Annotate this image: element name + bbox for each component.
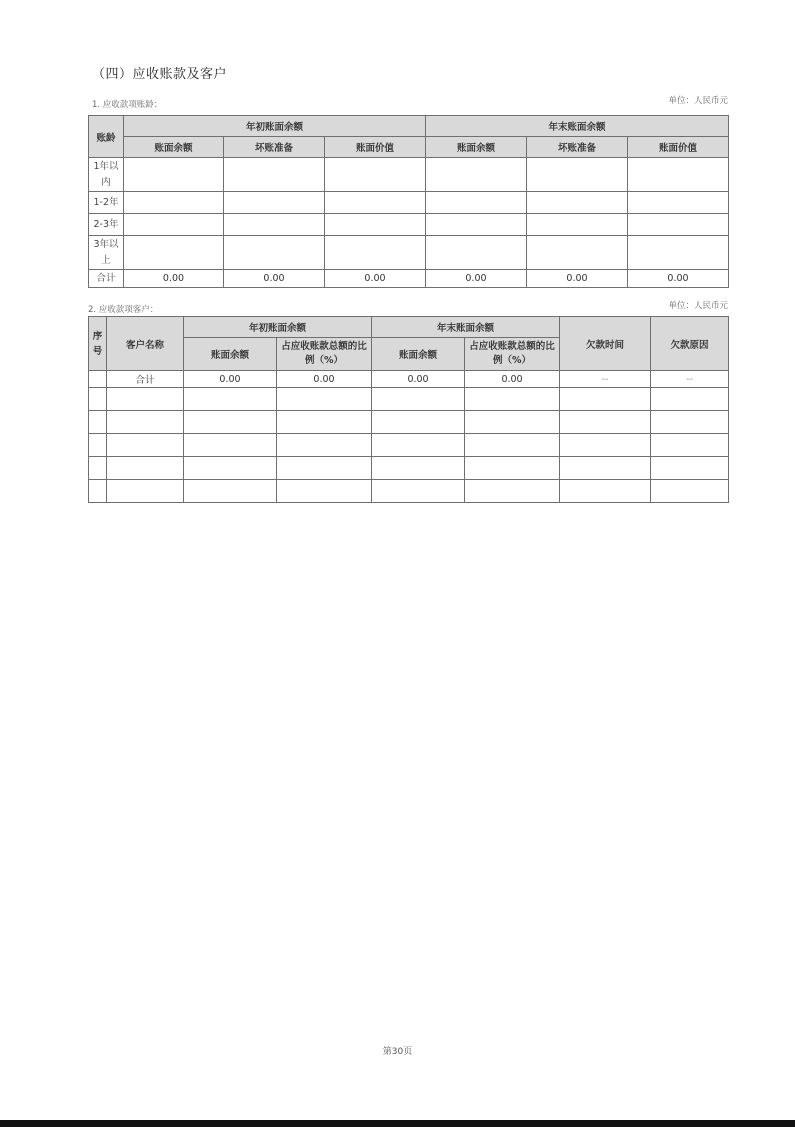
table-cell xyxy=(224,214,325,236)
table-cell: 0.00 xyxy=(184,371,277,388)
header-opening-balance: 年初账面余额 xyxy=(124,116,426,137)
table-cell xyxy=(527,158,628,192)
table-cell xyxy=(628,236,729,270)
aging-table xyxy=(88,115,729,288)
subheader: 账面余额 xyxy=(372,338,465,371)
table-cell xyxy=(107,457,184,480)
subheader: 账面余额 xyxy=(426,137,527,158)
table-row-total xyxy=(89,371,729,388)
table-cell xyxy=(224,158,325,192)
page-number: 第30页 xyxy=(382,1047,413,1057)
table-cell xyxy=(426,236,527,270)
table-cell xyxy=(426,214,527,236)
table-cell xyxy=(465,480,560,503)
customer-table xyxy=(88,316,729,503)
table-cell: 0.00 xyxy=(372,371,465,388)
table-cell xyxy=(124,214,224,236)
table-cell xyxy=(124,158,224,192)
table-cell xyxy=(89,371,107,388)
table-row xyxy=(89,457,729,480)
row-label: 1年以内 xyxy=(89,158,124,192)
table-cell xyxy=(372,411,465,434)
table-cell xyxy=(651,388,729,411)
table-cell xyxy=(184,434,277,457)
header-opening-balance: 年初账面余额 xyxy=(184,317,372,338)
table2-unit: 单位：人民币元 xyxy=(668,301,728,311)
table-row xyxy=(89,158,729,192)
table-row xyxy=(89,236,729,270)
row-label: 1-2年 xyxy=(89,192,124,214)
table-cell xyxy=(325,192,426,214)
table-cell: 合计 xyxy=(107,371,184,388)
table-cell: -- xyxy=(651,371,729,388)
table-cell xyxy=(224,236,325,270)
table-cell xyxy=(184,480,277,503)
subheader: 坏账准备 xyxy=(224,137,325,158)
subheader: 账面价值 xyxy=(628,137,729,158)
table-cell: 0.00 xyxy=(124,270,224,288)
table-cell xyxy=(560,480,651,503)
subheader: 账面余额 xyxy=(124,137,224,158)
table-cell xyxy=(527,236,628,270)
table-cell xyxy=(465,388,560,411)
table-cell xyxy=(184,388,277,411)
table-cell xyxy=(465,434,560,457)
table-cell xyxy=(224,192,325,214)
table-cell xyxy=(89,457,107,480)
table-row xyxy=(89,388,729,411)
subheader: 账面余额 xyxy=(184,338,277,371)
table-cell xyxy=(277,411,372,434)
table-cell xyxy=(89,411,107,434)
table-cell xyxy=(372,457,465,480)
table-cell xyxy=(372,434,465,457)
table-cell xyxy=(124,236,224,270)
table-cell: -- xyxy=(560,371,651,388)
table-cell xyxy=(107,388,184,411)
table-cell xyxy=(651,411,729,434)
table-row xyxy=(89,214,729,236)
table-cell xyxy=(527,214,628,236)
table-cell xyxy=(325,236,426,270)
table-cell: 0.00 xyxy=(426,270,527,288)
table1-caption: 1. 应收款项账龄： xyxy=(92,100,163,110)
table-cell xyxy=(124,192,224,214)
table-cell: 0.00 xyxy=(224,270,325,288)
row-label: 3年以上 xyxy=(89,236,124,270)
table-row-total xyxy=(89,270,729,288)
table-cell xyxy=(628,192,729,214)
table-cell xyxy=(426,158,527,192)
table-cell xyxy=(277,457,372,480)
table-cell xyxy=(628,158,729,192)
table-cell xyxy=(465,457,560,480)
table-row xyxy=(89,192,729,214)
table-cell xyxy=(465,411,560,434)
table-cell xyxy=(277,480,372,503)
table-cell xyxy=(372,480,465,503)
header-closing-balance: 年末账面余额 xyxy=(372,317,560,338)
table-cell xyxy=(651,480,729,503)
header-overdue-time: 欠款时间 xyxy=(560,317,651,371)
header-aging: 账龄 xyxy=(89,116,124,158)
table-cell xyxy=(325,214,426,236)
section-title: （四）应收账款及客户 xyxy=(92,67,228,82)
table-row xyxy=(89,434,729,457)
table-cell xyxy=(628,214,729,236)
table-cell xyxy=(107,480,184,503)
row-label: 2-3年 xyxy=(89,214,124,236)
table-cell xyxy=(560,434,651,457)
scan-edge xyxy=(0,1120,795,1127)
table-cell xyxy=(277,434,372,457)
table-cell xyxy=(426,192,527,214)
header-overdue-reason: 欠款原因 xyxy=(651,317,729,371)
table-cell xyxy=(184,411,277,434)
subheader: 账面价值 xyxy=(325,137,426,158)
table-cell xyxy=(89,388,107,411)
table-cell xyxy=(184,457,277,480)
table-cell: 0.00 xyxy=(527,270,628,288)
table-cell xyxy=(325,158,426,192)
table-cell xyxy=(560,388,651,411)
table-cell xyxy=(651,457,729,480)
table-cell xyxy=(527,192,628,214)
table-row xyxy=(89,411,729,434)
table-cell xyxy=(107,434,184,457)
table-cell: 0.00 xyxy=(628,270,729,288)
table-cell xyxy=(651,434,729,457)
table-cell xyxy=(89,434,107,457)
header-customer-name: 客户名称 xyxy=(107,317,184,371)
subheader: 占应收账款总额的比例（%） xyxy=(277,338,372,371)
table-cell xyxy=(560,457,651,480)
subheader: 占应收账款总额的比例（%） xyxy=(465,338,560,371)
row-label: 合计 xyxy=(89,270,124,288)
table2-caption: 2. 应收款项客户： xyxy=(88,305,159,315)
table-cell xyxy=(89,480,107,503)
table-cell xyxy=(277,388,372,411)
table1-unit: 单位：人民币元 xyxy=(668,96,728,106)
table-cell: 0.00 xyxy=(325,270,426,288)
table-row xyxy=(89,480,729,503)
table-cell xyxy=(107,411,184,434)
table-cell xyxy=(560,411,651,434)
subheader: 坏账准备 xyxy=(527,137,628,158)
table-cell xyxy=(372,388,465,411)
table-cell: 0.00 xyxy=(465,371,560,388)
table-cell: 0.00 xyxy=(277,371,372,388)
header-closing-balance: 年末账面余额 xyxy=(426,116,729,137)
header-seq: 序号 xyxy=(89,317,107,371)
